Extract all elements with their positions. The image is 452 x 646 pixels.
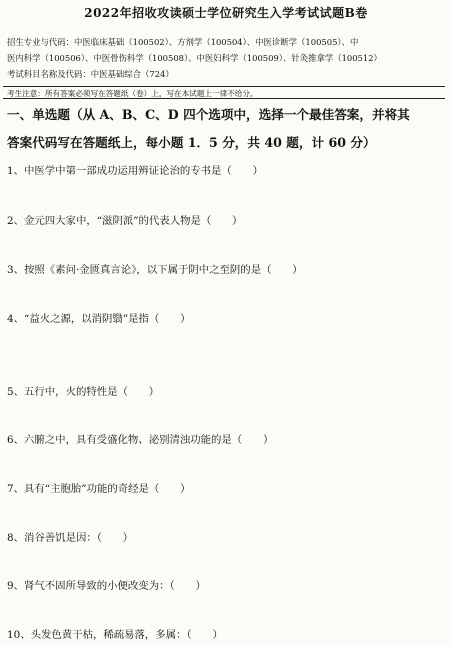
question-stem: 3、按照《素问·金匮真言论》，以下属于阴中之至阴的是（ ） xyxy=(7,264,303,276)
subject-line: 考试科目名称及代码：中医基础综合（724） xyxy=(7,69,174,79)
major-line-2: 医内科学（100506）、中医骨伤科学（100508）、中医妇科学（100509）、针灸推拿学（100512） xyxy=(7,53,382,63)
notice-text: 考生注意：所有答案必须写在答题纸（卷）上，写在本试题上一律不给分。 xyxy=(7,89,258,98)
question-stem: 8、消谷善饥是因：（ ） xyxy=(7,532,134,544)
question-stem: 2、金元四大家中，“滋阴派”的代表人物是（ ） xyxy=(7,215,243,227)
question-stem: 7、具有“主胞胎”功能的奇经是（ ） xyxy=(7,483,191,495)
question-stem: 10、头发色黄干枯，稀疏易落，多属：（ ） xyxy=(7,629,223,641)
section-heading-line-1: 一、单选题（从 A、B、C、D 四个选项中，选择一个最佳答案，并将其 xyxy=(7,107,410,122)
question-stem: 9、肾气不固所导致的小便改变为：（ ） xyxy=(7,580,206,592)
question-stem: 1、中医学中第一部成功运用辨证论治的专书是（ ） xyxy=(7,165,263,177)
question-stem: 4、“益火之源，以消阴翳”是指（ ） xyxy=(7,313,191,325)
notice-bar xyxy=(3,86,445,99)
question-stem: 5、五行中，火的特性是（ ） xyxy=(7,386,160,398)
exam-title: 2022年招收攻读硕士学位研究生入学考试试题B卷 xyxy=(84,6,368,20)
section-heading-line-2: 答案代码写在答题纸上，每小题 1．5 分，共 40 题，计 60 分） xyxy=(7,135,376,150)
major-line-1: 招生专业与代码：中医临床基础（100502）、方剂学（100504）、中医诊断学（100505）、中 xyxy=(7,37,359,47)
question-stem: 6、六腑之中，具有受盛化物、泌别清浊功能的是（ ） xyxy=(7,434,274,446)
